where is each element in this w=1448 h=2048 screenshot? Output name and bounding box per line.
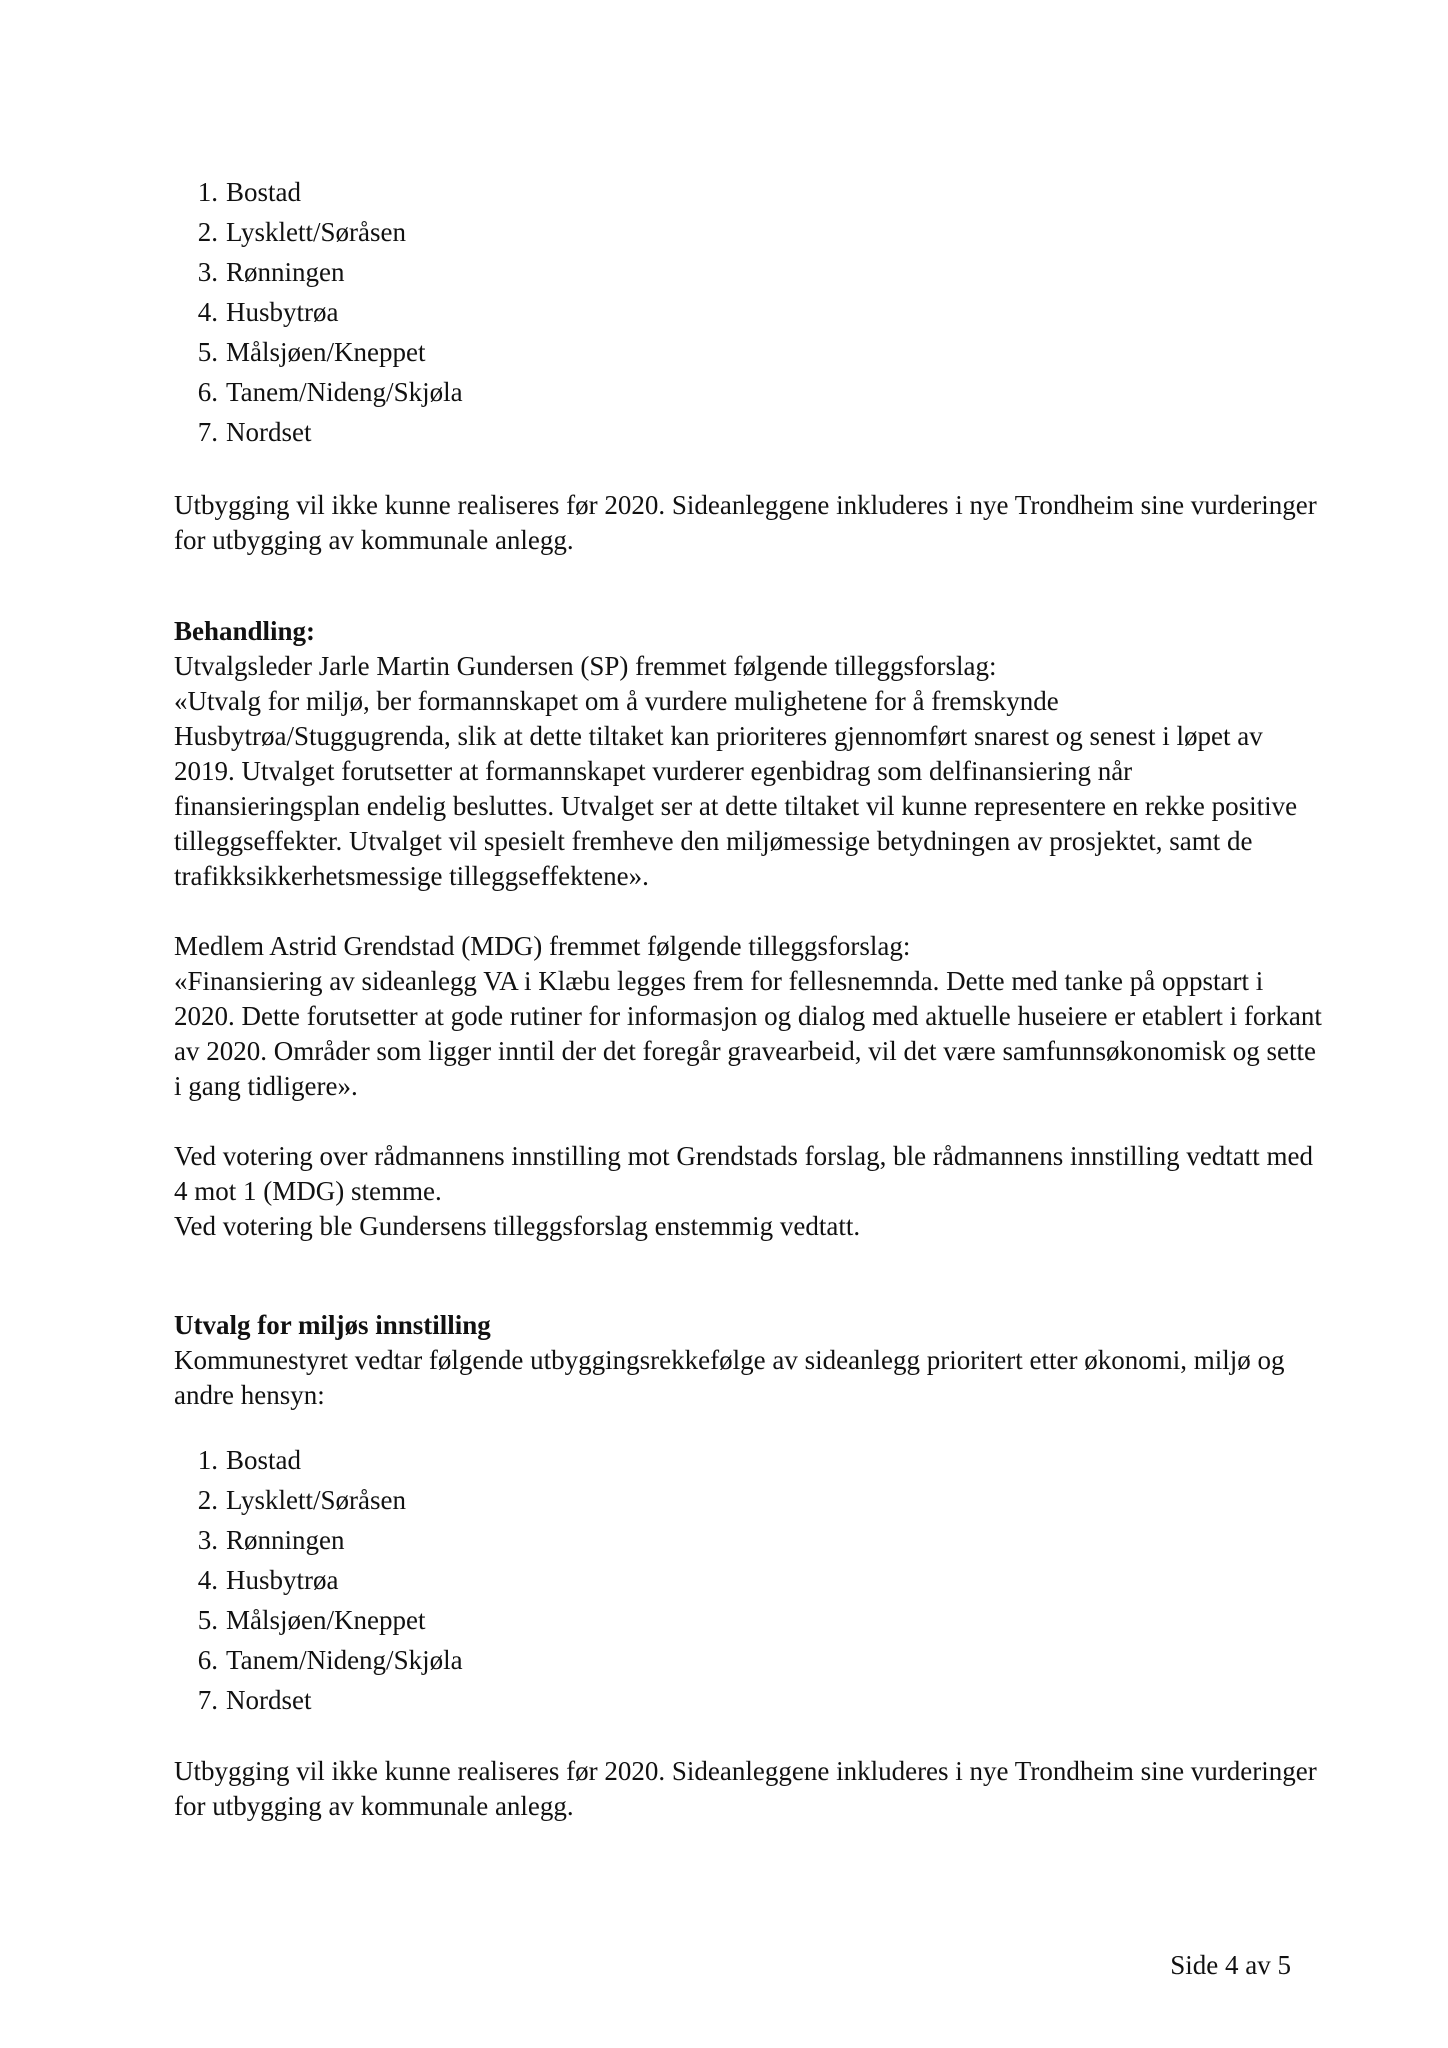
list-number: 6.: [197, 377, 218, 407]
list-text: Husbytrøa: [226, 1565, 339, 1595]
page-number: Side 4 av 5: [1170, 1950, 1291, 1980]
list-item: [174, 1520, 774, 1560]
list-number: 1.: [197, 1445, 218, 1475]
list-text: Rønningen: [226, 1525, 345, 1555]
list-number: 2.: [197, 1485, 218, 1515]
list-number: 7.: [197, 1685, 218, 1715]
list-text: Lysklett/Søråsen: [226, 1485, 406, 1515]
list-text: Målsjøen/Kneppet: [226, 337, 426, 367]
priority-list-2: [174, 1440, 774, 1720]
list-item: [174, 1600, 774, 1640]
paragraph-innstilling-intro: Kommunestyret vedtar følgende utbyggingsrekkefølge av sideanlegg prioritert etter økonomi, miljø og andre hensyn:: [174, 1345, 1285, 1410]
paragraph-votering-2: Ved votering ble Gundersens tilleggsforslag enstemmig vedtatt.: [174, 1211, 861, 1241]
list-text: Tanem/Nideng/Skjøla: [226, 1645, 463, 1675]
list-item: [174, 372, 774, 412]
list-text: Lysklett/Søråsen: [226, 217, 406, 247]
list-number: 4.: [197, 297, 218, 327]
list-number: 5.: [197, 337, 218, 367]
list-number: 1.: [197, 177, 218, 207]
list-text: Nordset: [226, 1685, 312, 1715]
list-item: [174, 1640, 774, 1680]
list-item: [174, 1440, 774, 1480]
paragraph-realisering-1: Utbygging vil ikke kunne realiseres før 2020. Sideanleggene inkluderes i nye Trondheim sine vurderinger for utbygging av kommunale anlegg.: [174, 490, 1317, 555]
list-text: Bostad: [226, 1445, 302, 1475]
list-item: [174, 1680, 774, 1720]
priority-list-1: [174, 172, 774, 452]
quote-grendstad: «Finansiering av sideanlegg VA i Klæbu legges frem for fellesnemnda. Dette med tanke på oppstart i 2020. Dette forutsetter at gode rutiner for informasjon og dialog med aktuelle huseiere er etablert i forkant av 2020. Områder som ligger inntil der det foregår gravearbeid, vil det være samfunnsøkonomisk og sette i gang tidligere».: [174, 966, 1322, 1101]
paragraph-intro-gundersen: Utvalgsleder Jarle Martin Gundersen (SP) fremmet følgende tilleggsforslag:: [174, 651, 997, 681]
list-text: Tanem/Nideng/Skjøla: [226, 377, 463, 407]
list-item: [174, 252, 774, 292]
paragraph-intro-grendstad: Medlem Astrid Grendstad (MDG) fremmet følgende tilleggsforslag:: [174, 931, 911, 961]
list-item: [174, 212, 774, 252]
paragraph-votering-1: Ved votering over rådmannens innstilling mot Grendstads forslag, ble rådmannens innstilling vedtatt med 4 mot 1 (MDG) stemme.: [174, 1141, 1314, 1206]
list-number: 5.: [197, 1605, 218, 1635]
list-number: 6.: [197, 1645, 218, 1675]
list-number: 7.: [197, 417, 218, 447]
list-item: [174, 332, 774, 372]
heading-innstilling: Utvalg for miljøs innstilling: [174, 1310, 491, 1340]
list-number: 2.: [197, 217, 218, 247]
section-innstilling: [174, 1308, 1324, 1413]
list-item: [174, 1560, 774, 1600]
list-number: 3.: [197, 257, 218, 287]
quote-gundersen: «Utvalg for miljø, ber formannskapet om å vurdere mulighetene for å fremskynde Husbytrøa/Stuggugrenda, slik at dette tiltaket kan prioriteres gjennomført snarest og senest i løpet av 2019. Utvalget forutsetter at formannskapet vurderer egenbidrag som delfinansiering når finansieringsplan endelig besluttes. Utvalget ser at dette tiltaket vil kunne representere en rekke positive tilleggseffekter. Utvalget vil spesielt fremheve den miljømessige betydningen av prosjektet, samt de trafikksikkerhetsmessige tilleggseffektene».: [174, 686, 1298, 891]
heading-behandling: Behandling:: [174, 616, 316, 646]
list-number: 4.: [197, 1565, 218, 1595]
list-text: Nordset: [226, 417, 312, 447]
list-item: [174, 1480, 774, 1520]
list-number: 3.: [197, 1525, 218, 1555]
list-text: Målsjøen/Kneppet: [226, 1605, 426, 1635]
list-item: [174, 292, 774, 332]
section-behandling: [174, 614, 1324, 1244]
paragraph-realisering-2: Utbygging vil ikke kunne realiseres før 2020. Sideanleggene inkluderes i nye Trondheim sine vurderinger for utbygging av kommunale anlegg.: [174, 1756, 1317, 1821]
list-item: [174, 172, 774, 212]
list-item: [174, 412, 774, 452]
list-text: Bostad: [226, 177, 302, 207]
list-text: Rønningen: [226, 257, 345, 287]
list-text: Husbytrøa: [226, 297, 339, 327]
